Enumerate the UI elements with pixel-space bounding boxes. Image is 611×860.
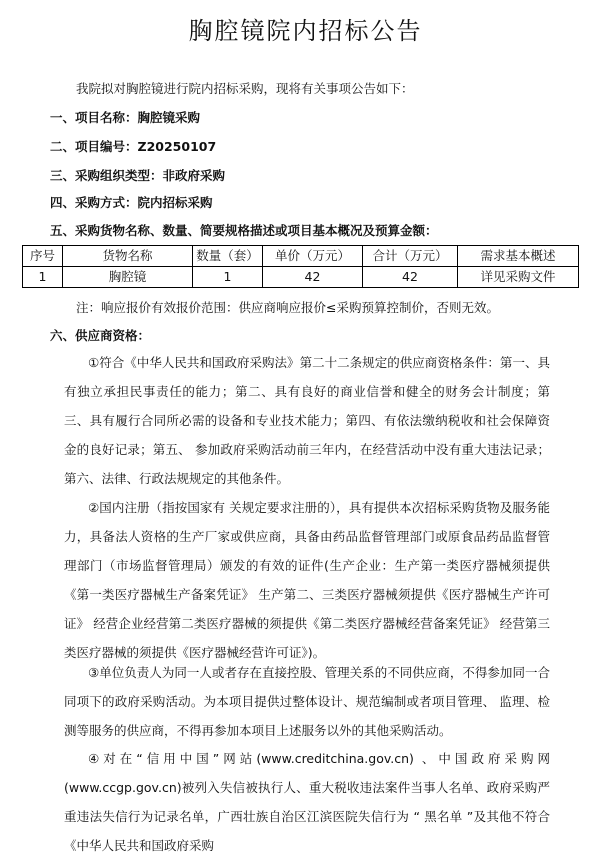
item-value: 非政府采购	[162, 168, 226, 183]
table-row	[23, 267, 579, 288]
item-value: 院内招标采购	[137, 195, 213, 210]
table-cell: 42	[263, 267, 363, 288]
qualification-paragraph-2: ②国内注册（指按国家有 关规定要求注册的），具有提供本次招标采购货物及服务能力，具备法人资格的生产厂家或供应商，具备由药品监督管理部门或原食品药品监督管理部门（市场监督管理局）颁发的有效的证件(生产企业：生产第一类医疗器械须提供《第一类医疗器械生产备案凭证》 生产第二、三类医疗器械须提供《医疗器械生产许可证》 经营企业经营第二类医疗器械的须提供《第二类医疗器械经营备案凭证》 经营第三类医疗器械的须提供《医疗器械经营许可证》)。	[64, 500, 550, 660]
table-cell: 详见采购文件	[458, 267, 579, 288]
section-6-heading: 六、供应商资格：	[50, 328, 151, 343]
table-cell: 42	[363, 267, 458, 288]
table-cell: 1	[23, 267, 63, 288]
intro-text: 我院拟对胸腔镜进行院内招标采购，现将有关事项公告如下：	[76, 81, 414, 96]
item-label: 三、采购组织类型：	[50, 168, 163, 183]
table-cell: 胸腔镜	[63, 267, 193, 288]
item-label: 一、项目名称：	[50, 110, 138, 125]
page-title: 胸腔镜院内招标公告	[188, 17, 423, 45]
item-procurement-method	[50, 194, 213, 212]
item-label: 四、采购方式：	[50, 195, 138, 210]
item-value: 胸腔镜采购	[137, 110, 201, 125]
qualification-paragraph-3: ③单位负责人为同一人或者存在直接控股、管理关系的不同供应商，不得参加同一合同项下的政府采购活动。为本项目提供过整体设计、规范编制或者项目管理、 监理、检测等服务的供应商，不得再参加本项目上述服务以外的其他采购活动。	[64, 665, 550, 738]
table-header-cell: 合计（万元）	[363, 246, 458, 267]
table-header-cell: 单价（万元）	[263, 246, 363, 267]
item-label: 二、项目编号：	[50, 139, 138, 154]
item-project-number	[50, 138, 216, 156]
goods-table	[22, 245, 579, 288]
table-header-cell: 数量（套）	[193, 246, 263, 267]
table-header-cell: 货物名称	[63, 246, 193, 267]
item-project-name	[50, 109, 200, 127]
table-header-cell: 需求基本概述	[458, 246, 579, 267]
table-cell: 1	[193, 267, 263, 288]
item-value: Z20250107	[137, 139, 217, 154]
item-organization-type	[50, 167, 225, 185]
price-note: 注：响应报价有效报价范围：供应商响应报价≤采购预算控制价，否则无效。	[76, 300, 499, 315]
section-5-heading: 五、采购货物名称、数量、简要规格描述或项目基本概况及预算金额：	[50, 223, 438, 238]
qualification-paragraph-4: ④对在“信用中国”网站(www.creditchina.gov.cn) 、中国政府采购网(www.ccgp.gov.cn)被列入失信被执行人、重大税收违法案件当事人名单、政府采购严重违法失信行为记录名单，广西壮族自治区江滨医院失信行为 “ 黑名单 ”及其他不符合《中华人民共和国政府采购	[64, 751, 550, 853]
table-header-cell: 序号	[23, 246, 63, 267]
table-header-row	[23, 246, 579, 267]
qualification-paragraph-1: ①符合《中华人民共和国政府采购法》第二十二条规定的供应商资格条件：第一、具有独立承担民事责任的能力；第二、具有良好的商业信誉和健全的财务会计制度；第三、具有履行合同所必需的设备和专业技术能力；第四、有依法缴纳税收和社会保障资金的良好记录；第五、 参加政府采购活动前三年内，在经营活动中没有重大违法记录；第六、法律、行政法规规定的其他条件。	[64, 355, 550, 486]
